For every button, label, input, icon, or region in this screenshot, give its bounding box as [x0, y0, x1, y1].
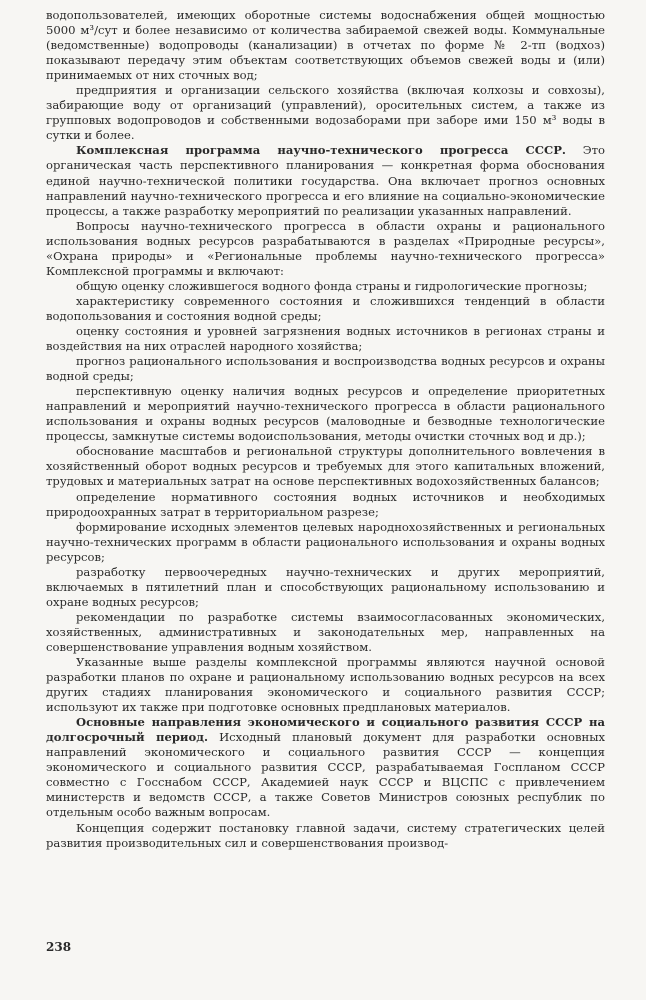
paragraph [46, 279, 605, 294]
paragraph-text: рекомендации по разработке системы взаимосогласованных экономических, хозяйственных, административных и законодательных мер, направленных на совершенствование управления водным хозяйством. [46, 609, 605, 654]
paragraph-text: Концепция содержит постановку главной задачи, систему стратегических целей развития производительных сил и совершенствования производ- [46, 820, 605, 850]
paragraph [46, 354, 605, 384]
paragraph [46, 565, 605, 610]
paragraph [46, 294, 605, 324]
paragraph [46, 83, 605, 143]
paragraph-text: определение нормативного состояния водных источников и необходимых природоохранных затрат в территориальном разрезе; [46, 489, 605, 519]
paragraph [46, 8, 605, 83]
paragraph-text: общую оценку сложившегося водного фонда страны и гидрологические прогнозы; [76, 278, 588, 293]
paragraph [46, 384, 605, 444]
paragraph [46, 821, 605, 851]
page-number: 238 [46, 940, 72, 954]
paragraph [46, 715, 605, 820]
paragraph-heading: Комплексная программа научно-технического прогресса СССР. [76, 143, 566, 158]
paragraph-text: разработку первоочередных научно-технических и других мероприятий, включаемых в пятилетний план и способствующих рациональному использованию и охране водных ресурсов; [46, 564, 605, 609]
paragraph-text: Исходный плановый документ для разработки основных направлений экономического и социального развития СССР — концепция экономического и социального развития СССР, разрабатываемая Госпланом СССР совместно с Госснабом СССР, Академией наук СССР и ВЦСПС с привлечением министерств и ведомств СССР, а также Советов Министров союзных республик по отдельным особо важным вопросам. [46, 730, 605, 820]
paragraph-heading: Основные направления экономического и социального развития СССР на долгосрочный период. [46, 715, 605, 745]
paragraph-text: формирование исходных элементов целевых народнохозяйственных и региональных научно-технических программ в области рационального использования и охраны водных ресурсов; [46, 519, 605, 564]
paragraph-text: Вопросы научно-технического прогресса в области охраны и рационального использования водных ресурсов разрабатываются в разделах «Природные ресурсы», «Охрана природы» и «Региональные проблемы научно-технического прогресса» Комплексной программы и включают: [46, 218, 605, 278]
paragraph-text: предприятия и организации сельского хозяйства (включая колхозы и совхозы), забирающие воду от организаций (управлений), оросительных систем, а также из групповых водопроводов и собственными водозаборами при заборе ими 150 м³ воды в сутки и более. [46, 83, 605, 143]
paragraph [46, 324, 605, 354]
paragraph [46, 520, 605, 565]
paragraph [46, 610, 605, 655]
paragraph [46, 655, 605, 715]
paragraph-text: Это органическая часть перспективного планирования — конкретная форма обоснования единой научно-технической политики государства. Она включает прогноз основных направлений научно-технического прогресса и его влияние на социально-экономические процессы, а также разработку мероприятий по реализации указанных направлений. [46, 143, 605, 218]
paragraph-text: прогноз рационального использования и воспроизводства водных ресурсов и охраны водной среды; [46, 354, 605, 384]
paragraph-text: обоснование масштабов и региональной структуры дополнительного вовлечения в хозяйственный оборот водных ресурсов и требуемых для этого капитальных вложений, трудовых и материальных затрат на основе перспективных водохозяйственных балансов; [46, 444, 605, 489]
paragraph [46, 444, 605, 489]
paragraph-text: оценку состояния и уровней загрязнения водных источников в регионах страны и воздействия на них отраслей народного хозяйства; [46, 323, 605, 354]
paragraph-text: водопользователей, имеющих оборотные системы водоснабжения общей мощностью 5000 м³/сут и более независимо от количества забираемой свежей воды. Коммунальные (ведомственные) водопроводы (канализации) в отчетах по форме № 2-тп (водхоз) показывают передачу этим объектам соответствующих объемов свежей воды и (или) принимаемых от них сточных вод; [46, 8, 605, 83]
paragraph-text: характеристику современного состояния и сложившихся тенденций в области водопользования и состояния водной среды; [46, 293, 605, 323]
paragraph-text: перспективную оценку наличия водных ресурсов и определение приоритетных направлений и мероприятий научно-технического прогресса в области рационального использования и охраны водных ресурсов (маловодные и безводные технологические процессы, замкнутые системы водоиспользования, методы очистки сточных вод и др.); [46, 384, 605, 444]
paragraph-text: Указанные выше разделы комплексной программы являются научной основой разработки планов по охране и рациональному использованию водных ресурсов на всех других стадиях планирования экономического и социального развития СССР; используют их также при подготовке основных предплановых материалов. [46, 655, 605, 715]
paragraph [46, 219, 605, 279]
paragraph [46, 490, 605, 520]
body-text [46, 8, 605, 851]
paragraph [46, 143, 605, 218]
